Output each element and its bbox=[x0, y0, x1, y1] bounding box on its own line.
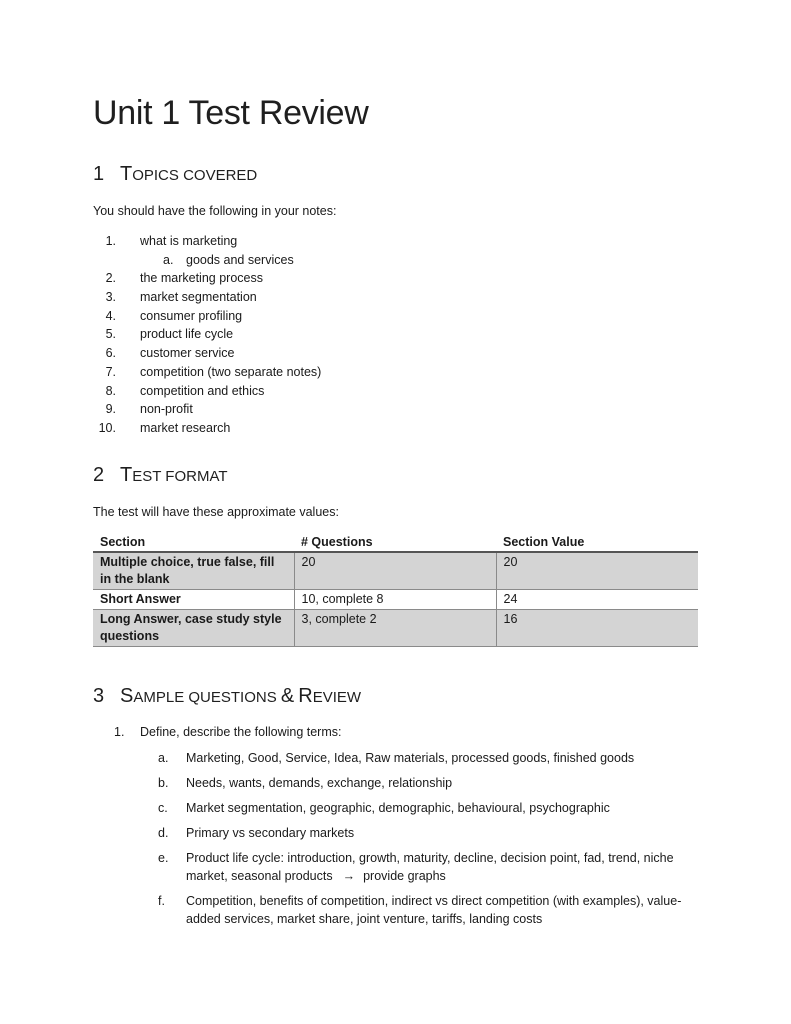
column-header: # Questions bbox=[294, 533, 496, 552]
list-item: e. Product life cycle: introduction, growth, maturity, decline, decision point, fad, trend, niche market, seasonal products → provide graphs bbox=[158, 851, 674, 883]
section-heading-sample-questions: 3 SAMPLE QUESTIONS & REVIEW bbox=[93, 685, 362, 707]
list-item: 5. product life cycle bbox=[105, 327, 234, 342]
table-cell: Long Answer, case study style questions bbox=[93, 610, 294, 647]
format-intro: The test will have these approximate values: bbox=[93, 505, 339, 519]
table-row bbox=[93, 590, 698, 610]
question-item: 1. Define, describe the following terms: bbox=[114, 725, 342, 739]
section-number: 3 bbox=[93, 685, 105, 707]
list-item: 3. market segmentation bbox=[105, 290, 257, 305]
list-item: 2. the marketing process bbox=[105, 271, 263, 286]
terms-list bbox=[158, 749, 698, 928]
section-number: 2 bbox=[93, 464, 105, 486]
topics-intro: You should have the following in your notes: bbox=[93, 204, 337, 218]
table-cell: Short Answer bbox=[93, 590, 294, 610]
section-number: 1 bbox=[93, 163, 105, 185]
column-header: Section Value bbox=[496, 533, 698, 552]
list-item: d. Primary vs secondary markets bbox=[158, 826, 355, 840]
list-item: 9. non-profit bbox=[105, 402, 193, 417]
section-heading-test-format: 2 TEST FORMAT bbox=[93, 464, 228, 486]
table-cell: 20 bbox=[294, 552, 496, 590]
table-cell: 3, complete 2 bbox=[294, 610, 496, 647]
document-title: Unit 1 Test Review bbox=[93, 94, 369, 132]
table-cell: 24 bbox=[496, 590, 698, 610]
list-item: 8. competition and ethics bbox=[105, 383, 265, 398]
list-item: 1. what is marketing bbox=[105, 234, 238, 248]
table-cell: Multiple choice, true false, fill in the blank bbox=[93, 552, 294, 590]
list-item: c. Market segmentation, geographic, demographic, behavioural, psychographic bbox=[158, 801, 610, 815]
table-row bbox=[93, 610, 698, 647]
list-item: a. goods and services bbox=[163, 252, 294, 267]
table-row bbox=[93, 552, 698, 590]
list-item: 4. consumer profiling bbox=[105, 308, 243, 323]
list-item: 7. competition (two separate notes) bbox=[105, 364, 322, 379]
list-item: b. Needs, wants, demands, exchange, relationship bbox=[158, 776, 453, 790]
list-item: 10. market research bbox=[98, 420, 231, 435]
arrow-right-icon: → bbox=[342, 869, 356, 883]
topics-list bbox=[93, 232, 321, 438]
column-header: Section bbox=[93, 533, 294, 552]
list-item: f. Competition, benefits of competition, indirect vs direct competition (with examples), value-added services, market share, joint venture, tariffs, landing costs bbox=[158, 894, 682, 926]
test-format-table bbox=[93, 533, 698, 647]
list-item: a. Marketing, Good, Service, Idea, Raw materials, processed goods, finished goods bbox=[158, 751, 635, 765]
table-header-row bbox=[93, 533, 698, 552]
list-item: 6. customer service bbox=[105, 346, 235, 361]
section-heading-topics: 1 TOPICS COVERED bbox=[93, 163, 258, 185]
table-cell: 20 bbox=[496, 552, 698, 590]
table-cell: 10, complete 8 bbox=[294, 590, 496, 610]
table-cell: 16 bbox=[496, 610, 698, 647]
